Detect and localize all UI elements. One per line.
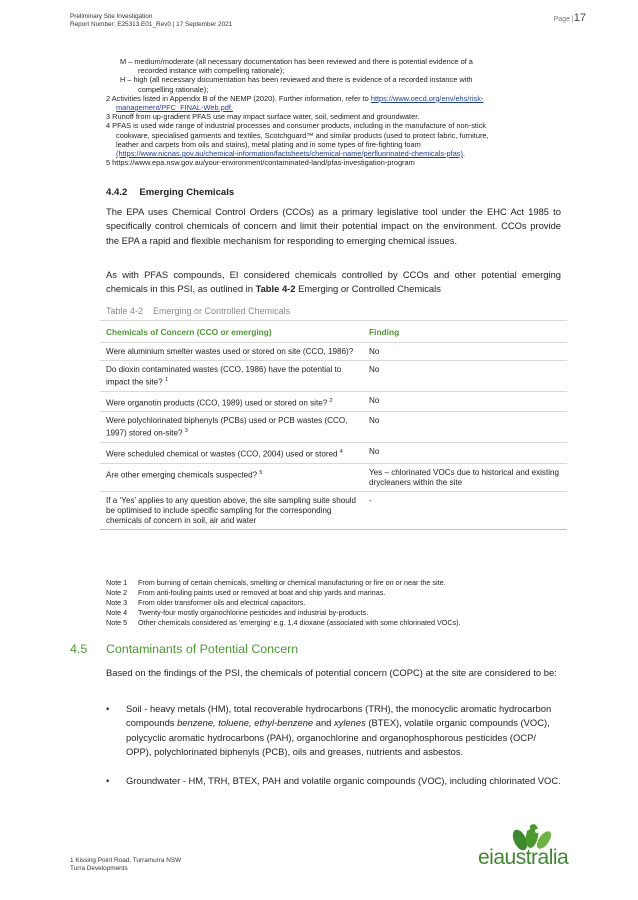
footnote-medium	[106, 57, 561, 66]
section-title-45: Contaminants of Potential Concern	[106, 642, 299, 656]
footnote-4-line3: leather and carpets from oils and stains), metal plating and in some types of fire-fighting foam	[116, 139, 421, 149]
chemical-question-cell	[100, 412, 363, 443]
table-notes	[106, 578, 461, 628]
note-label: Note 4	[106, 608, 128, 618]
note-label: Note 2	[106, 588, 128, 598]
table-note	[106, 608, 461, 618]
note-text: From burning of certain chemicals, smelting or chemical manufacturing or fire on or near the site.	[138, 578, 446, 587]
table-row	[100, 361, 567, 392]
page-label: Page |	[553, 16, 574, 23]
eiaustralia-logo	[478, 822, 582, 874]
footnote-high-line2: compelling rationale);	[138, 84, 209, 94]
footnotes	[106, 57, 561, 167]
oecd-link-continued[interactable]: management/PFC_FINAL-Web.pdf.	[116, 103, 233, 113]
footnote-4-line1: 4 PFAS is used wide range of industrial processes and consumer products, including in the manufacture of non-stick	[106, 121, 487, 131]
chemical-question-cell	[100, 463, 363, 491]
footnote-ref: 1	[164, 377, 168, 383]
section-number-45: 4.5	[70, 642, 88, 656]
section-number: 4.4.2	[106, 187, 128, 198]
table-reference-title: Emerging or Controlled Chemicals	[295, 283, 441, 295]
table-caption-title: Emerging or Controlled Chemicals	[153, 306, 291, 316]
logo-wordmark: eiaustralia	[478, 846, 569, 869]
list-item-groundwater	[106, 774, 561, 788]
question-text: Were organotin products (CCO, 1989) used or stored on site?	[106, 398, 328, 408]
report-number: Report Number: E25313.E01_Rev0 | 17 September 2021	[70, 21, 233, 28]
footnote-4-end: .	[462, 149, 466, 159]
chemical-question-cell	[100, 391, 363, 412]
footnote-2	[106, 94, 561, 103]
chemical-question-cell	[100, 361, 363, 392]
table-row	[100, 412, 567, 443]
finding-cell: No	[363, 391, 567, 412]
section-title: Emerging Chemicals	[139, 187, 235, 198]
section-heading-45	[70, 642, 298, 656]
table-body	[100, 343, 567, 530]
table-reference[interactable]: Table 4-2	[255, 283, 296, 295]
table-row	[100, 343, 567, 361]
footnote-ref: 3	[184, 428, 188, 435]
question-text: Were polychlorinated biphenyls (PCBs) used or PCB wastes (CCO, 1997) stored on-site?	[106, 416, 348, 439]
paragraph-cco: The EPA uses Chemical Control Orders (CCOs) as a primary legislative tool under the EHC Act 1985 to specifically control chemicals of concern and limit their potential impact on the environment. CCOs provide the EPA a rapid and flexible mechanism for responding to emerging chemical issues.	[106, 206, 561, 246]
footnote-5: 5 https://www.epa.nsw.gov.au/your-environment/contaminated-land/pfas-investigation-program	[106, 158, 415, 168]
footnote-medium-line2: recorded instance with compelling rationale);	[138, 66, 285, 76]
question-text: If a ‘Yes’ applies to any question above, the site sampling suite should be optimised to include specific sampling for the corresponding chemicals of concern in soil, air and water	[106, 495, 357, 525]
soil-text-a: Soil - heavy metals (HM), total recoverable hydrocarbons (TRH), the monocyclic aromatic hydrocarbon compounds	[126, 703, 552, 729]
note-label: Note 5	[106, 618, 128, 628]
table-row	[100, 391, 567, 412]
bullet-icon: •	[106, 774, 110, 786]
finding-cell: No	[363, 443, 567, 464]
footnote-2-text: 2 Activities listed in Appendix B of the NEMP (2020). Further information, refer to	[106, 93, 371, 103]
header-info	[70, 13, 232, 29]
copc-list	[106, 702, 561, 788]
note-text: Other chemicals considered as ‘emerging’ e.g. 1,4 dioxane (associated with some chlorinated VOCs).	[138, 618, 461, 628]
footer-address	[70, 857, 181, 873]
paragraph-pfas-text: As with PFAS compounds, EI considered chemicals controlled by CCOs and other potential emerging chemicals in this PSI, as outlined in	[106, 269, 561, 295]
report-title: Preliminary Site Investigation	[70, 13, 153, 20]
section-heading-442	[106, 187, 234, 198]
table-note	[106, 618, 461, 628]
table-header-row	[100, 321, 567, 343]
soil-text-italic2: xylenes	[333, 717, 366, 729]
note-label: Note 3	[106, 598, 128, 608]
table-row	[100, 491, 567, 529]
copc-intro: Based on the findings of the PSI, the chemicals of potential concern (COPC) at the site are considered to be:	[106, 667, 557, 678]
column-header-chemicals: Chemicals of Concern (CCO or emerging)	[100, 321, 363, 343]
note-label: Note 1	[106, 578, 128, 587]
soil-text-c: (BTEX), volatile organic compounds (VOC), polycyclic aromatic hydrocarbons (PAH), organochlorine and organophosphorous pesticides (OCP/ OPP), polychlorinated biphenyls (PCB), oils and greases, nutrients and asbestos.	[126, 717, 550, 758]
page-number: 17	[573, 12, 586, 24]
table-note	[106, 588, 461, 598]
list-item-soil	[106, 702, 561, 760]
emerging-chemicals-table	[100, 320, 567, 530]
note-text: From older transformer oils and electrical capacitors.	[138, 598, 306, 608]
bullet-icon: •	[106, 703, 110, 714]
footnote-ref: 5	[259, 469, 263, 476]
footnote-3: 3 Runoff from up-gradient PFAS use may impact surface water, soil, sediment and groundwater.	[106, 112, 420, 122]
table-caption-number: Table 4-2	[106, 306, 144, 316]
note-text: From anti-fouling paints used or removed at boat and ship yards and marinas.	[138, 588, 386, 598]
finding-cell: No	[363, 361, 567, 392]
groundwater-text: Groundwater - HM, TRH, BTEX, PAH and volatile organic compounds (VOC), including chlorinated VOC.	[126, 774, 561, 786]
footer-client: Turra Developments	[70, 865, 128, 872]
footnote-4-line2: cookware, specialised garments and textiles, Scotchguard™ and similar products (used to protect fabric, furniture,	[116, 130, 489, 140]
chemical-question-cell	[100, 443, 363, 464]
table-row	[100, 443, 567, 464]
question-text: Were scheduled chemical or wastes (CCO, 2004) used or stored	[106, 449, 338, 459]
table-note	[106, 598, 461, 608]
finding-cell: -	[363, 491, 567, 529]
finding-cell: Yes – chlorinated VOCs due to historical and existing drycleaners within the site	[363, 463, 567, 491]
question-text: Do dioxin contaminated wastes (CCO, 1986) have the potential to impact the site?	[106, 365, 342, 387]
footnote-ref: 2	[329, 397, 333, 404]
nicnas-link[interactable]: (https://www.nicnas.gov.au/chemical-information/factsheets/chemical-name/perfluorinated-chemicals-pfas)	[116, 149, 463, 159]
note-text: Twenty-four mostly organochlorine pesticides and industrial by-products.	[138, 608, 369, 618]
question-text: Were aluminium smelter wastes used or stored on site (CCO, 1986)?	[106, 347, 354, 356]
oecd-link[interactable]: https://www.oecd.org/env/ehs/risk-	[370, 93, 484, 103]
page-indicator	[554, 12, 586, 24]
table-caption	[106, 306, 290, 316]
finding-cell: No	[363, 412, 567, 443]
chemical-question-cell	[100, 343, 363, 361]
table-row	[100, 463, 567, 491]
question-text: Are other emerging chemicals suspected?	[106, 470, 258, 480]
finding-cell: No	[363, 343, 567, 361]
table-note	[106, 578, 461, 588]
chemical-question-cell	[100, 491, 363, 529]
column-header-finding: Finding	[363, 321, 567, 343]
soil-text-b: and	[313, 717, 334, 729]
soil-text-italic: benzene, toluene, ethyl-benzene	[177, 717, 314, 729]
footnote-medium-line1: M – medium/moderate (all necessary documentation has been reviewed and there is potential evidence of a	[120, 57, 473, 66]
footer-address-line: 1 Kissing Point Road, Turramurra NSW	[70, 857, 182, 864]
paragraph-pfas	[106, 268, 561, 297]
footnote-ref: 4	[339, 449, 343, 456]
footnote-high-line1: H – high (all necessary documentation has been reviewed and there is evidence of a recorded instance with	[120, 75, 473, 85]
